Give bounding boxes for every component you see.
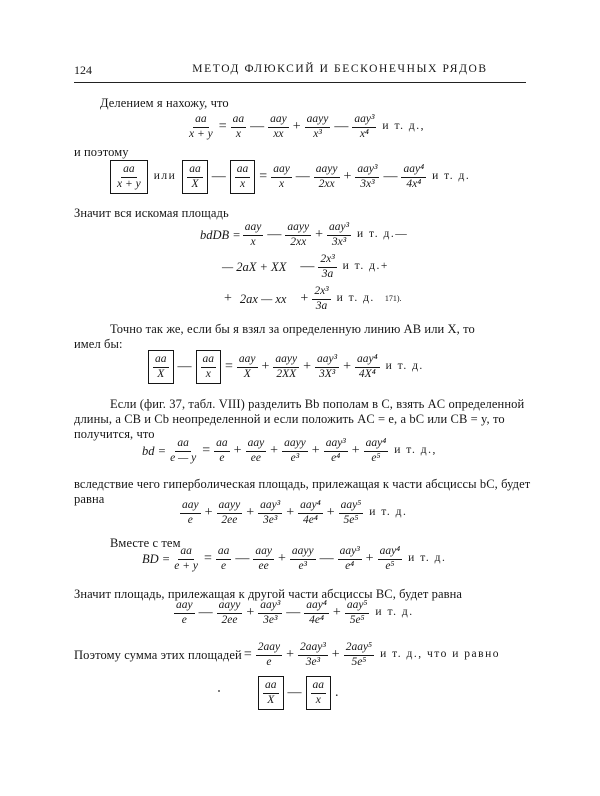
- and-so-text: и поэтому: [74, 145, 129, 159]
- running-header: [74, 60, 526, 83]
- or-word: или: [153, 170, 177, 183]
- equation-BD: BD = $\frac{aa}{e + y}$ = $\frac{aa}{e}$ — $\frac{\text{aay}}{ee}$ + $\frac{\text{aayy}}{\text{e³}}$ — $\frac{\text{aay³}}{\text{e⁴}}$ + $\frac{\text{aay⁴}}{\text{e⁵}}$ и т. д.: [142, 545, 447, 572]
- etc-label: и т. д.+: [342, 260, 389, 273]
- fraction: $\frac{\text{aayy}}{\text{x³}}$: [306, 113, 329, 140]
- page-speck: [218, 690, 220, 692]
- area-box: $\frac{aa}{X}$: [182, 160, 208, 194]
- area-box: $\frac{aa}{x + y}$: [110, 160, 148, 194]
- equation-hyperbolic-area: $\frac{\text{aay}}{e}$ + $\frac{\text{aayy}}{2ee}$ + $\frac{\text{aay³}}{\text{3e³}}$ + $\frac{\text{aay⁴}}{\text{4e⁴}}$ + $\frac{\text{aay⁵}}{\text{5e⁵}}$ и т. д.: [182, 499, 408, 526]
- etc-label: и т. д.: [385, 360, 424, 373]
- equation-row-2ax: + 2ax — xx + $\frac{\text{2x³}}{3a}$ и т. д. 171).: [224, 285, 402, 312]
- etc-label: и т. д.: [432, 170, 471, 183]
- equation-X-boxes: $\frac{aa}{X}$ — $\frac{aa}{x}$ = $\frac{\text{aay}}{X}$ + $\frac{\text{aayy}}{2XX}$ + $\frac{\text{aay³}}{\text{3X³}}$ + $\frac{\text{aay⁴}}{\text{4X⁴}}$ и т. д.: [146, 350, 428, 384]
- other-area-text: Значит площадь, прилежащая к другой части абсциссы BC, будет равна: [74, 587, 463, 601]
- sum-tail-text: и т. д., что и равно: [380, 648, 500, 661]
- fraction: $\frac{\text{aay³}}{\text{x⁴}}$: [354, 113, 375, 140]
- paragraph-1-line-2: имел бы:: [74, 337, 123, 351]
- etc-label: и т. д.: [369, 506, 408, 519]
- paragraph-3-line-1: вследствие чего гиперболическая площадь, прилежащая к части абсциссы bC, будет: [74, 477, 531, 491]
- etc-label: и т. д.—: [357, 228, 409, 241]
- etc-label: и т. д.: [375, 606, 414, 619]
- fraction: $\frac{aa}{x + y}$: [189, 113, 213, 140]
- equation-boxed-areas: $\frac{aa}{x + y}$ или $\frac{aa}{X}$ — $\frac{aa}{x}$ = $\frac{\text{aay}}{x}$ — $\frac{\text{aayy}}{2xx}$ + $\frac{\text{aay³}}{\text{3x³}}$ — $\frac{\text{aay⁴}}{\text{4x⁴}}$ и т. д.: [108, 160, 474, 194]
- equation-other-area: $\frac{\text{aay}}{e}$ — $\frac{\text{aayy}}{2ee}$ + $\frac{\text{aay³}}{\text{3e³}}$ — $\frac{\text{aay⁴}}{\text{4e⁴}}$ + $\frac{\text{aay⁵}}{\text{5e⁵}}$ и т. д.: [176, 599, 414, 626]
- etc-label: и т. д.,: [394, 444, 437, 457]
- intro-text: Делением я нахожу, что: [100, 96, 229, 110]
- area-box: $\frac{aa}{x}$: [230, 160, 256, 194]
- etc-label: и т. д.: [408, 552, 447, 565]
- paragraph-2-line-1: Если (фиг. 37, табл. VIII) разделить Bb пополам в C, взять AC определенной: [110, 397, 525, 411]
- paragraph-1-line-1: Точно так же, если бы я взял за определенную линию AB или X, то: [110, 322, 475, 336]
- equation-row-2aX: — 2aX + XX — $\frac{\text{2x³}}{3a}$ и т. д.+: [222, 253, 389, 280]
- running-title: МЕТОД ФЛЮКСИЙ И БЕСКОНЕЧНЫХ РЯДОВ: [192, 63, 488, 75]
- together-text: Вместе с тем: [110, 536, 181, 550]
- equation-sum: Поэтому сумма этих площадей = $\frac{\text{2aay}}{e}$ + $\frac{\text{2aay³}}{\text{3e³}}$ + $\frac{\text{2aay⁵}}{\text{5e⁵}}$ и т. д., что и равно: [74, 641, 500, 668]
- fraction: $\frac{\text{aay}}{xx}$: [270, 113, 287, 140]
- equation-bdDB: bdDB = $\frac{\text{aay}}{x}$ — $\frac{\text{aayy}}{2xx}$ + $\frac{\text{aay³}}{\text{3x³}}$ и т. д.—: [200, 221, 409, 248]
- paragraph-2-line-3: получится, что: [74, 427, 155, 441]
- sum-intro-text: Поэтому сумма этих площадей: [74, 647, 242, 662]
- fraction: $\frac{aa}{x}$: [232, 113, 245, 140]
- equation-final-boxes: $\frac{aa}{X}$ — $\frac{aa}{x}$ .: [256, 676, 341, 710]
- paragraph-2-line-2: длины, а CB и Cb неопределенной и если положить AC = e, а bC или CB = y, то: [74, 412, 505, 426]
- equation-division: $\frac{aa}{x + y}$ = $\frac{aa}{x}$ — $\frac{\text{aay}}{xx}$ + $\frac{\text{aayy}}{\text{x³}}$ — $\frac{\text{aay³}}{\text{x⁴}}$ и т. д.,: [189, 113, 425, 140]
- equation-bd: bd = $\frac{aa}{e — y}$ = $\frac{aa}{e}$ + $\frac{\text{aay}}{ee}$ + $\frac{\text{aayy}}{\text{e³}}$ + $\frac{\text{aay³}}{\text{e⁴}}$ + $\frac{\text{aay⁴}}{\text{e⁵}}$ и т. д.,: [142, 437, 437, 464]
- etc-label: и т. д.: [336, 292, 375, 305]
- etc-label: и т. д.,: [382, 120, 425, 133]
- footnote-ref: 171).: [384, 294, 402, 303]
- paragraph-3-line-2: равна: [74, 492, 105, 506]
- page-number: 124: [74, 63, 92, 77]
- area-intro-text: Значит вся искомая площадь: [74, 206, 229, 220]
